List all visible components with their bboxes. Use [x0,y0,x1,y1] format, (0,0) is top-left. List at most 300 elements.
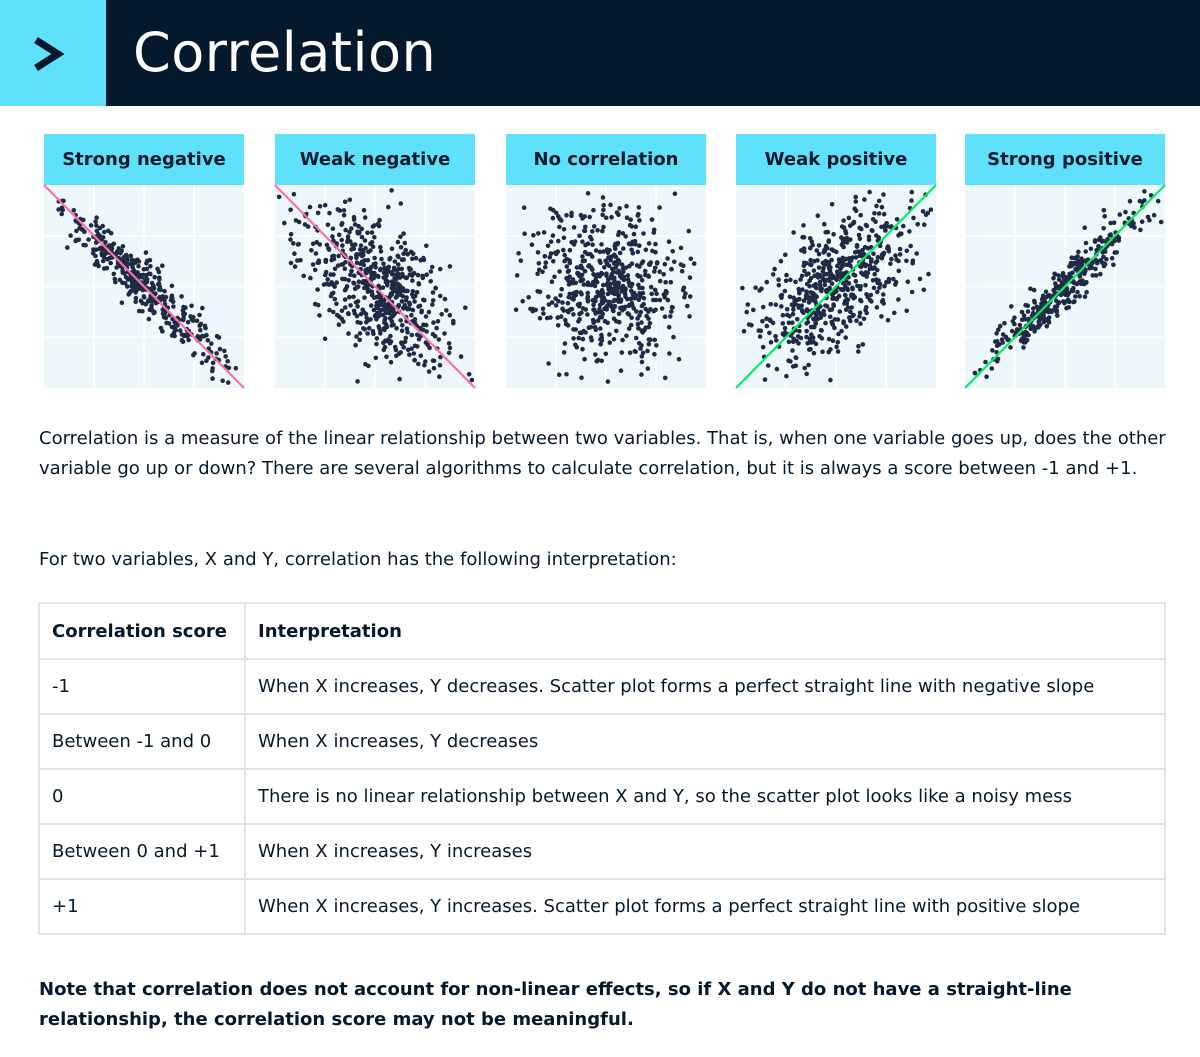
scatter-point [355,304,360,309]
scatter-point [839,287,844,292]
scatter-point [351,295,356,300]
scatter-point [567,274,572,279]
scatter-point [171,304,176,309]
scatter-point [113,277,118,282]
scatter-point [614,329,619,334]
scatter-point [868,267,873,272]
scatter-point [91,251,96,256]
scatter-point [421,298,426,303]
scatter-point [1076,250,1081,255]
scatter-point [365,231,370,236]
scatter-point [560,300,565,305]
scatter-point [195,319,200,324]
scatter-point [808,246,813,251]
scatter-point [787,340,792,345]
scatter-point [133,290,138,295]
scatter-point [394,267,399,272]
scatter-point [836,332,841,337]
scatter-point [562,350,567,355]
scatter-point [881,253,886,258]
scatter-point [863,264,868,269]
scatter-point [412,271,417,276]
scatter-point [640,360,645,365]
scatter-point [536,231,541,236]
scatter-point [640,261,645,266]
scatter-point [830,296,835,301]
scatter-point [392,276,397,281]
scatter-point [336,254,341,259]
scatter-point [373,273,378,278]
scatter-point [910,290,915,295]
scatter-point [858,213,863,218]
scatter-point [767,331,772,336]
scatter-point [315,287,320,292]
scatter-point [394,353,399,358]
scatter-point [827,337,832,342]
scatter-point [398,318,403,323]
scatter-point [544,260,549,265]
scatter-point [590,229,595,234]
scatter-point [799,336,804,341]
scatter-point [400,329,405,334]
scatter-point [667,325,672,330]
scatter-point [791,307,796,312]
scatter-point [790,302,795,307]
scatter-point [905,249,910,254]
scatter-point [101,235,106,240]
scatter-point [627,280,632,285]
scatter-point [644,248,649,253]
scatter-point [879,314,884,319]
scatter-plot-strong-negative [44,185,244,388]
scatter-point [550,279,555,284]
scatter-point [343,200,348,205]
scatter-point [160,263,165,268]
scatter-point [571,336,576,341]
scatter-point [582,258,587,263]
scatter-point [794,363,799,368]
scatter-point [535,272,540,277]
scatter-point [1110,256,1115,261]
scatter-point [371,224,376,229]
scatter-point [571,327,576,332]
scatter-point [93,219,98,224]
scatter-point [1075,290,1080,295]
scatter-point [576,319,581,324]
scatter-point [635,263,640,268]
scatter-point [804,372,809,377]
scatter-point [317,313,322,318]
scatter-plot-weak-negative [275,185,475,388]
scatter-point [864,305,869,310]
scatter-point [415,290,420,295]
scatter-point [660,306,665,311]
scatter-point [579,290,584,295]
page-title: Correlation [133,21,437,84]
scatter-point [768,302,773,307]
scatter-point [648,307,653,312]
scatter-point [605,261,610,266]
scatter-point [582,357,587,362]
scatter-point [1073,294,1078,299]
scatter-point [397,377,402,382]
scatter-point [1000,340,1005,345]
scatter-point [872,272,877,277]
scatter-point [399,267,404,272]
scatter-point [590,268,595,273]
scatter-point [827,271,832,276]
scatter-point [362,208,367,213]
scatter-point [821,266,826,271]
scatter-point [210,369,215,374]
scatter-point [822,222,827,227]
scatter-point [379,249,384,254]
scatter-point [433,286,438,291]
scatter-point [845,286,850,291]
scatter-point [886,318,891,323]
scatter-point [1118,212,1123,217]
scatter-point [416,273,421,278]
scatter-point [144,302,149,307]
scatter-point [834,290,839,295]
scatter-point [381,285,386,290]
scatter-point [642,296,647,301]
scatter-point [133,299,138,304]
scatter-point [431,358,436,363]
scatter-point [120,300,125,305]
panel-label-weak-positive: Weak positive [736,134,936,185]
interpretation-cell: When X increases, Y decreases. Scatter plot forms a perfect straight line with negative slope [245,659,1165,714]
scatter-point [838,309,843,314]
scatter-point [366,258,371,263]
scatter-point [362,295,367,300]
scatter-point [645,349,650,354]
scatter-point [429,269,434,274]
scatter-point [202,334,207,339]
scatter-point [1102,214,1107,219]
scatter-point [867,238,872,243]
scatter-point [324,258,329,263]
scatter-point [598,326,603,331]
scatter-point [77,238,82,243]
scatter-point [795,317,800,322]
scatter-point [692,261,697,266]
scatter-point [137,259,142,264]
scatter-point [828,347,833,352]
scatter-point [74,229,79,234]
scatter-point [366,283,371,288]
scatter-point [589,335,594,340]
scatter-point [388,334,393,339]
scatter-point [637,243,642,248]
scatter-point [621,284,626,289]
scatter-point [362,286,367,291]
scatter-point [811,335,816,340]
scatter-point [922,222,927,227]
scatter-point [557,372,562,377]
scatter-point [336,207,341,212]
scatter-point [548,207,553,212]
scatter-point [601,203,606,208]
scatter-point [155,267,160,272]
scatter-point [653,250,658,255]
scatter-point [578,265,583,270]
scatter-point [102,266,107,271]
scatter-point [804,261,809,266]
scatter-point [823,279,828,284]
scatter-point [72,208,77,213]
scatter-point [652,352,657,357]
scatter-point [569,211,574,216]
scatter-point [391,323,396,328]
scatter-point [854,199,859,204]
scatter-point [106,229,111,234]
scatter-point [850,286,855,291]
scatter-point [558,293,563,298]
scatter-point [624,334,629,339]
scatter-point [653,338,658,343]
scatter-point [784,374,789,379]
scatter-point [346,237,351,242]
scatter-point [806,363,811,368]
scatter-point [357,338,362,343]
scatter-point [201,352,206,357]
scatter-point [148,272,153,277]
scatter-point [405,275,410,280]
scatter-point [836,349,841,354]
scatter-point [797,304,802,309]
scatter-point [419,353,424,358]
scatter-point [639,372,644,377]
scatter-point [389,360,394,365]
scatter-point [747,322,752,327]
scatter-point [882,212,887,217]
scatter-point [171,299,176,304]
scatter-point [293,264,298,269]
scatter-point [790,348,795,353]
scatter-point [884,280,889,285]
scatter-point [327,211,332,216]
scatter-point [601,208,606,213]
scatter-point [292,192,297,197]
scatter-point [812,268,817,273]
scatter-point [663,262,668,267]
scatter-point [130,260,135,265]
scatter-point [877,211,882,216]
scatter-point [869,259,874,264]
scatter-point [848,319,853,324]
scatter-point [784,278,789,283]
scatter-point [343,266,348,271]
scatter-point [538,290,543,295]
scatter-point [550,300,555,305]
scatter-point [898,252,903,257]
scatter-point [390,246,395,251]
scatter-point [561,248,566,253]
scatter-point [632,232,637,237]
scatter-point [355,379,360,384]
scatter-point [777,283,782,288]
scatter-point [1045,324,1050,329]
scatter-point [568,292,573,297]
scatter-point [619,289,624,294]
scatter-point [843,239,848,244]
scatter-point [818,280,823,285]
scatter-point [308,205,313,210]
scatter-point [369,270,374,275]
scatter-point [346,331,351,336]
scatter-point [292,251,297,256]
scatter-point [101,259,106,264]
scatter-point [390,314,395,319]
scatter-point [797,291,802,296]
scatter-point [901,224,906,229]
scatter-point [363,362,368,367]
scatter-point [398,350,403,355]
scatter-point [591,208,596,213]
scatter-point [828,315,833,320]
scatter-point [334,302,339,307]
scatter-point [399,245,404,250]
scatter-point [181,318,186,323]
scatter-point [654,291,659,296]
scatter-point [140,309,145,314]
scatter-point [1159,220,1164,225]
scatter-point [624,204,629,209]
scatter-point [661,272,666,277]
scatter-point [1142,189,1147,194]
scatter-point [1071,286,1076,291]
scatter-point [526,295,531,300]
scatter-point [1046,308,1051,313]
scatter-point [566,323,571,328]
scatter-point [880,205,885,210]
scatter-point [636,322,641,327]
scatter-point [557,269,562,274]
scatter-point [1108,232,1113,237]
scatter-point [580,347,585,352]
scatter-point [288,208,293,213]
scatter-point [620,350,625,355]
scatter-point [412,358,417,363]
scatter-point [355,260,360,265]
scatter-point [222,349,227,354]
scatter-point [881,292,886,297]
scatter-point [1062,275,1067,280]
scatter-point [670,249,675,254]
scatter-point [129,289,134,294]
scatter-point [401,257,406,262]
scatter-point [374,295,379,300]
scatter-point [552,275,557,280]
scatter-point [647,241,652,246]
scatter-point [390,272,395,277]
scatter-point [390,308,395,313]
scatter-point [834,345,839,350]
scatter-point [400,272,405,277]
scatter-point [371,244,376,249]
scatter-point [688,275,693,280]
scatter-point [895,217,900,222]
scatter-point [921,209,926,214]
scatter-point [836,340,841,345]
scatter-point [804,289,809,294]
scatter-point [595,280,600,285]
scatter-point [334,280,339,285]
scatter-point [326,223,331,228]
scatter-point [1054,298,1059,303]
scatter-point [382,348,387,353]
scatter-point [600,289,605,294]
scatter-point [1113,250,1118,255]
scatter-point [540,270,545,275]
scatter-point [564,213,569,218]
scatter-point [102,255,107,260]
scatter-point [556,249,561,254]
scatter-point [81,243,86,248]
scatter-point [210,376,215,381]
scatter-point [400,323,405,328]
scatter-point [352,273,357,278]
scatter-point [355,320,360,325]
scatter-point [89,223,94,228]
scatter-point [160,329,165,334]
scatter-point [556,239,561,244]
scatter-point [56,207,61,212]
scatter-point [343,228,348,233]
scatter-point [439,312,444,317]
scatter-point [636,212,641,217]
scatter-point [633,349,638,354]
scatter-point [897,269,902,274]
scatter-point [189,304,194,309]
scatter-point [408,268,413,273]
scatter-point [596,291,601,296]
scatter-point [427,310,432,315]
scatter-point [629,323,634,328]
scatter-point [393,345,398,350]
scatter-point [277,195,282,200]
scatter-point [643,307,648,312]
scatter-point [649,292,654,297]
scatter-point [1101,226,1106,231]
scatter-point [844,231,849,236]
scatter-point [448,264,453,269]
scatter-point [424,272,429,277]
scatter-point [926,272,931,277]
scatter-point [522,231,527,236]
scatter-point [538,316,543,321]
scatter-point [889,257,894,262]
scatter-point [1031,311,1036,316]
scatter-point [888,262,893,267]
scatter-point [804,321,809,326]
scatter-point [620,308,625,313]
scatter-point [144,250,149,255]
interpretation-cell: When X increases, Y increases [245,824,1165,879]
scatter-point [343,260,348,265]
scatter-point [883,224,888,229]
scatter-point [643,269,648,274]
scatter-point [309,248,314,253]
scatter-point [1084,241,1089,246]
interpretation-cell: When X increases, Y decreases [245,714,1165,769]
scatter-point [412,351,417,356]
scatter-point [382,328,387,333]
scatter-point [537,261,542,266]
scatter-point [796,341,801,346]
scatter-point [788,359,793,364]
